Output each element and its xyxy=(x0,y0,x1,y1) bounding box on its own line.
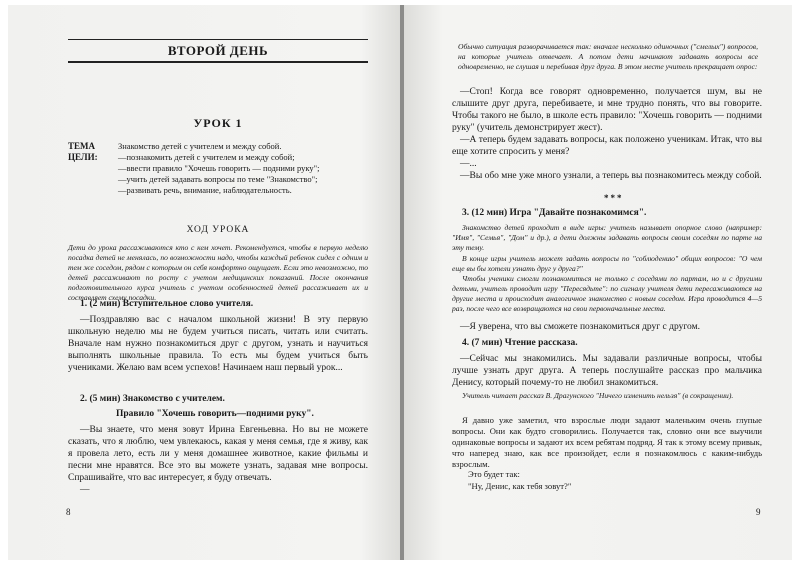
confident-paragraph: —Я уверена, что вы сможете познакомиться друг с другом. xyxy=(460,322,700,332)
section1-heading: 1. (2 мин) Вступительное слово учителя. xyxy=(80,299,254,309)
book-spread xyxy=(8,5,792,560)
story-intro-paragraph: —Сейчас мы знакомились. Мы задавали различные вопросы, чтобы лучше узнать друг друга. А теперь послушайте рассказ про мальчика Денису, который почему-то не любил знакомиться. xyxy=(452,354,762,388)
celi-label: ЦЕЛИ: xyxy=(68,152,98,162)
questions-paragraph: —А теперь будем задавать вопросы, как положено ученикам. Итак, что вы еще хотите спросить у меня? xyxy=(452,135,762,157)
page-number-left: 8 xyxy=(66,507,71,517)
section2-rule: Правило "Хочешь говорить—подними руку". xyxy=(116,409,314,419)
section3-note-switch: Чтобы ученики смогли познакомиться не только с соседями по партам, но и с другими детьми, учитель проводит игру "Пересядьте": по сигналу учителя дети пересаживаются на другие места и происходит аналогичное знакомство с новым соседом. Игра проводится 4—5 раз, после чего все возвращаются на свои первоначальные места. xyxy=(452,274,762,313)
section2-text: —Вы знаете, что меня зовут Ирина Евгеньевна. Но вы не можете сказать, что я люблю, чем увлекаюсь, какая у меня семья, где я живу, как я провела лето, есть ли у меня домашнее животное, какие фильмы и песни мне нравятся. Все это вы можете узнать, задавая мне вопросы. Спрашивайте, что вас интересует, я буду отвечать. xyxy=(68,425,368,483)
page-number-right: 9 xyxy=(756,507,761,517)
section3-note-end: В конце игры учитель может задать вопросы по "соблюдению" общих вопросов: "О чем еще вы бы хотели узнать друг у друга?" xyxy=(452,254,762,273)
top-note: Обычно ситуация разворачивается так: вначале несколько одиночных ("cмелых") вопросов, на которые учитель отвечает. А потом дети начинают задавать вопросы все одновременно, не слушая и перебивая друг друга. В этом месте учитель прекращает опрос: xyxy=(458,42,758,71)
right-page xyxy=(404,5,792,560)
tema-label: ТЕМА xyxy=(68,141,95,151)
section4-heading: 4. (7 мин) Чтение рассказа. xyxy=(462,338,578,348)
tema-body xyxy=(118,141,368,196)
goal-item: —ввести правило "Хочешь говорить — подними руку"; xyxy=(118,163,320,173)
section4-note: Учитель читает рассказ В. Драгунского "Ничего изменить нельзя" (в сокращении). xyxy=(462,391,734,400)
story-paragraph: Я давно уже заметил, что взрослые люди задают маленьким очень глупые вопросы. Они как будто сговорились. Получается так, словно они все выучили одинаковые вопросы и задают их всем ребятам подряд. Я так к этому всему привык, что наперед знаю, как все произойдет, если я познакомлюсь с каким-нибудь взрослым. xyxy=(452,415,762,469)
hod-title: ХОД УРОКА xyxy=(186,225,250,235)
tema-text: Знакомство детей с учителем и между собой. xyxy=(118,141,282,151)
section3-heading: 3. (12 мин) Игра "Давайте познакомимся". xyxy=(462,208,647,218)
stop-paragraph: —Стоп! Когда все говорят одновременно, получается шум, вы не слышите друг друга, перебиваете, и мне трудно понять, что вы говорите. Чтобы такого не было, в школе есть правило: "Хочешь говорить — подними руку" (учитель демонстрирует жест). xyxy=(452,87,762,133)
section1-text: —Поздравляю вас с началом школьной жизни! В эту первую школьную неделю мы не будем учиться писать, читать или считать. Вначале нам нужно познакомиться друг с другом, узнать и научиться выполнять школьные правила. То есть мы будем учиться быть учениками. Желаю вам всем успехов! Начинаем наш первый урок... xyxy=(68,315,368,373)
lesson-title: УРОК 1 xyxy=(193,116,243,130)
section2-heading: 2. (5 мин) Знакомство с учителем. xyxy=(80,394,225,404)
goal-item: —развивать речь, внимание, наблюдательность. xyxy=(118,185,292,195)
story-line: Это будет так: xyxy=(468,469,520,479)
day-title: ВТОРОЙ ДЕНЬ xyxy=(68,43,368,63)
ellipsis-line: —... xyxy=(460,159,477,169)
left-page xyxy=(8,5,400,560)
section3-note-game: Знакомство детей проходит в виде игры: учитель называет опорное слово (например: "Имя", "Семья", "Дом" и др.), а дети должны задавать вопросы своим соседям по парте на эту тему. xyxy=(452,223,762,252)
section-separator: *** xyxy=(604,193,624,203)
tema-label-block xyxy=(68,141,98,163)
goal-item: —познакомить детей с учителем и между собой; xyxy=(118,152,295,162)
trailing-dash: — xyxy=(80,485,90,495)
goal-item: —учить детей задавать вопросы по теме "Знакомство"; xyxy=(118,174,318,184)
know-me-paragraph: —Вы обо мне уже много узнали, а теперь вы познакомитесь между собой. xyxy=(460,171,762,181)
story-quote: "Ну, Денис, как тебя зовут?" xyxy=(468,481,572,491)
intro-note: Дети до урока рассаживаются кто с кем хочет. Рекомендуется, чтобы в первую неделю посадка детей не менялась, по возможности надо, чтобы каждый ребенок сидел с одним и тем же соседом, рядом с которым он себя комфортно ощущает. Если это невозможно, то детей рассаживают по росту с учетом медицинских показаний. После окончания подготовительного курса учитель с учетом особенностей детей рассаживает их и составляет схему посадки. xyxy=(68,243,368,302)
